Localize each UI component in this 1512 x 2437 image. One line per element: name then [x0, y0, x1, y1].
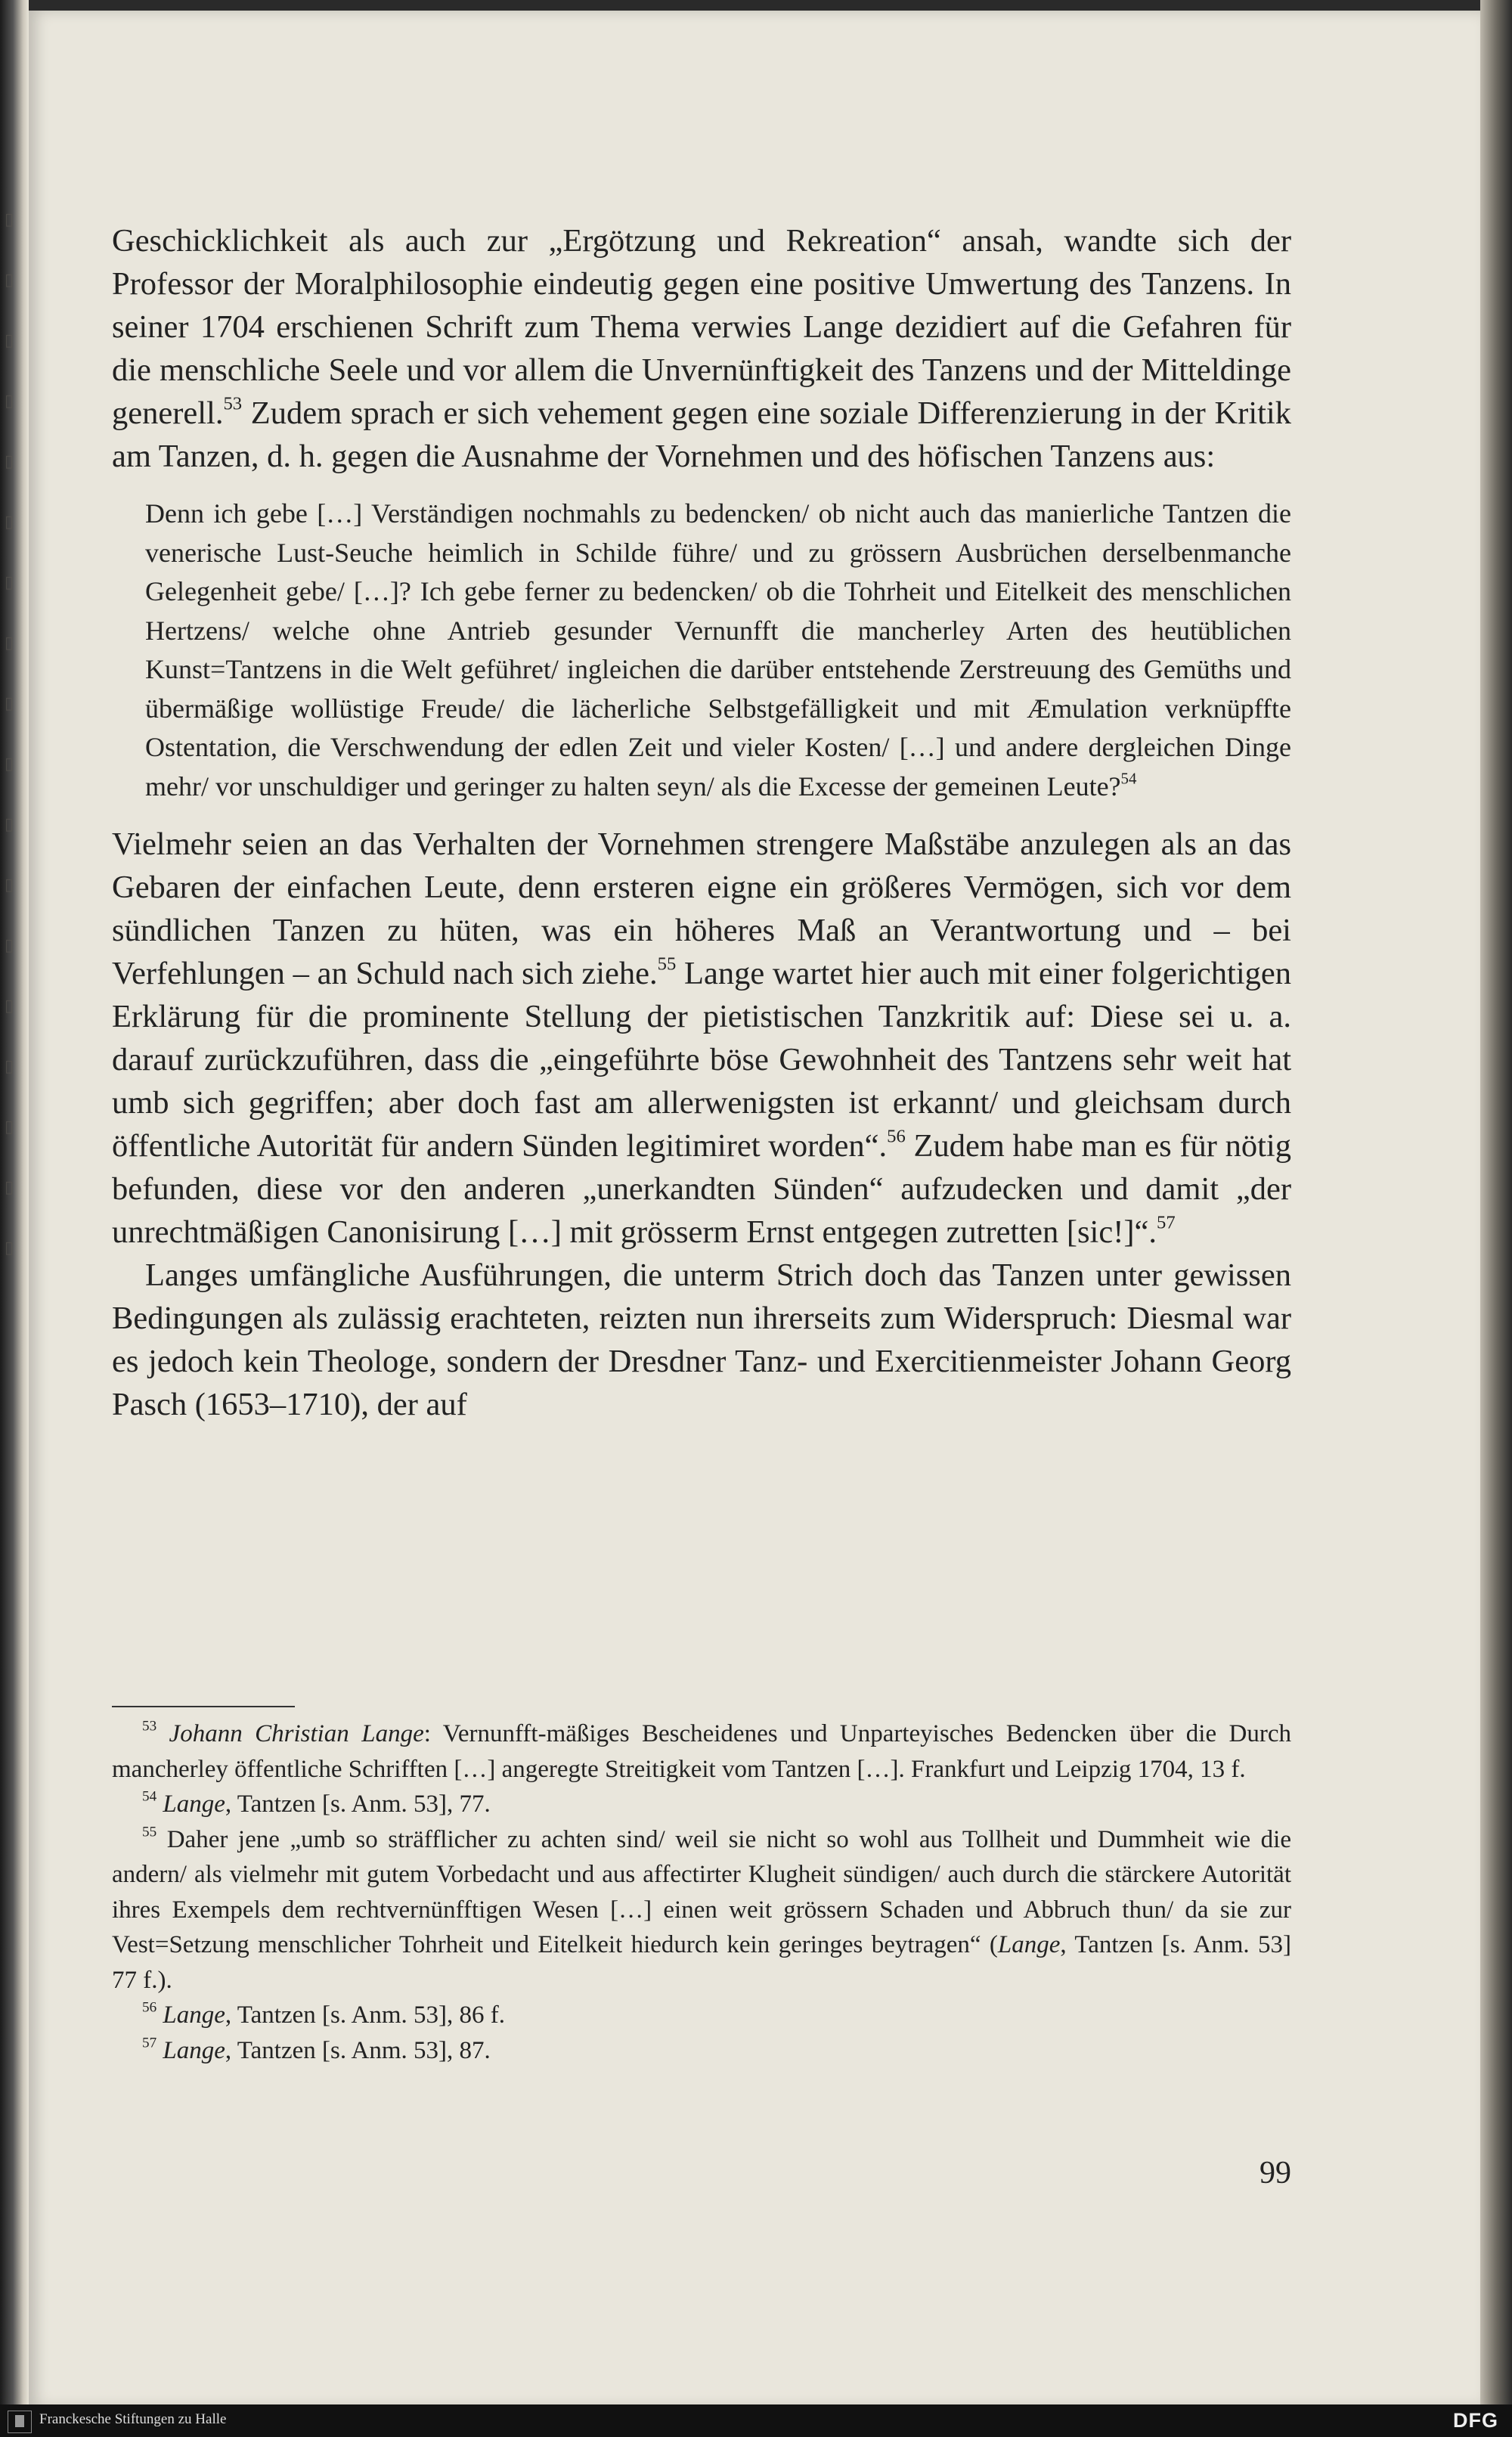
institution-name: Franckesche Stiftungen zu Halle [39, 2411, 227, 2427]
facing-page-bleed: ▯ ▯ ▯ ▯ ▯ ▯ ▯ ▯ ▯ ▯ ▯ ▯ ▯ ▯ ▯ ▯ ▯ ▯ [5, 209, 14, 1257]
digitization-footer-bar [0, 2404, 1512, 2437]
main-text [112, 219, 1291, 1426]
footnote-56: $^{56}$ Lange, Tantzen [s. Anm. 53], 86 f. [142, 1999, 505, 2029]
block-quote: Denn ich gebe […] Verständigen nochmahls zu bedencken/ ob nicht auch das manierliche Tantzen die venerische Lust-Seuche heimlich in Schilde führe/ und zu grössern Ausbrüchen derselbenmanche Gelegenheit gebe/ […]? Ich gebe ferner zu bedencken/ ob die Tohrheit und Eitelkeit des menschlichen Hertzens/ welche ohne Antrieb gesunder Vernunfft die mancherley Arten des heutüblichen Kunst=Tantzens in die Welt geführet/ ingleichen die darüber entstehende Zerstreuung des Gemüths und übermäßige wollüstige Freude/ die lächerliche Selbstgefälligkeit und mit Æmulation verknüpffte Ostentation, die Verschwendung der edlen Zeit und vieler Kosten/ […] und andere dergleichen Dinge mehr/ vor unschuldiger und geringer zu halten seyn/ als die Excesse der gemeinen Leute?$^{54}$ [145, 498, 1291, 801]
footnote-ref-56: 56 [887, 1126, 906, 1147]
dfg-logo: DFG [1453, 2409, 1498, 2432]
footnote-separator [112, 1706, 295, 1707]
paragraph-3: Langes umfängliche Ausführungen, die unterm Strich doch das Tanzen unter gewissen Bedingungen als zulässig erachteten, reizten nun ihrerseits zum Widerspruch: Diesmal war es jedoch kein Theologe, sondern der Dresdner Tanz- und Exercitienmeister Johann Georg Pasch (1653–1710), der auf [112, 1257, 1291, 1422]
page-number: 99 [1259, 2156, 1291, 2191]
footnote-ref-55: 55 [657, 953, 677, 975]
footnotes [112, 1716, 1291, 2068]
footnote-ref-53: 53 [223, 393, 243, 414]
footnote-ref-54: 54 [1120, 768, 1137, 787]
footnote-55: $^{55}$ Daher jene „umb so sträfflicher zu achten sind/ weil sie nicht so wohl aus Tollheit und Dummheit wie die andern/ als vielmehr mit gutem Vorbedacht und aus affectirter Klugheit sündigen/ auch durch die stärckere Autorität ihres Exempels dem rechtvernünfftigen Wesen […] einen weit grössern Schaden und Abbruch thun/ da sie zur Vest=Setzung menschlicher Tohrheit und Eitelkeit hiedurch kein geringes beytragen“ (Lange, Tantzen [s. Anm. 53] 77 f.). [112, 1824, 1292, 1994]
scan-right-edge [1480, 0, 1512, 2404]
paragraph-1: Geschicklichkeit als auch zur „Ergötzung und Rekreation“ ansah, wandte sich der Professor der Moralphilosophie eindeutig gegen eine positive Umwertung des Tanzens. In seiner 1704 erschienen Schrift zum Thema verwies Lange dezidiert auf die Gefahren für die menschliche Seele und vor allem die Unvernünftigkeit des Tanzens und der Mitteldinge generell.$^{53}$ Zudem sprach er sich vehement gegen eine soziale Differenzierung in der Kritik am Tanzen, d. h. gegen die Ausnahme der Vornehmen und des höfischen Tanzens aus: [112, 223, 1291, 474]
footnote-ref-57: 57 [1157, 1212, 1176, 1233]
institution-logo-icon [8, 2411, 32, 2433]
paragraph-2: Vielmehr seien an das Verhalten der Vornehmen strengere Maßstäbe anzulegen als an das Gebaren der einfachen Leute, denn ersteren eigne ein größeres Vermögen, sich vor dem sündlichen Tanzen zu hüten, was ein höheres Maß an Verantwortung und – bei Verfehlungen – an Schuld nach sich ziehe.$^{55}$ Lange wartet hier auch mit einer folgerichtigen Erklärung für die prominente Stellung der pietistischen Tanzkritik auf: Diese sei u. a. darauf zurückzuführen, dass die „eingeführte böse Gewohnheit des Tantzens sehr weit hat umb sich gegriffen; aber doch fast am allerwenigsten ist erkannt/ und gleichsam durch öffentliche Autorität für andern Sünden legitimiret worden“.$^{56}$ Zudem habe man es für nötig befunden, diese vor den anderen „unerkandten Sünden“ aufzudecken und damit „der unrechtmäßigen Canonisirung […] mit grösserm Ernst entgegen zutretten [sic!]“.$^{57}$ [112, 826, 1291, 1250]
footnote-57: $^{57}$ Lange, Tantzen [s. Anm. 53], 87. [142, 2035, 491, 2064]
footnote-54: $^{54}$ Lange, Tantzen [s. Anm. 53], 77. [142, 1788, 491, 1818]
footnote-53: $^{53}$ Johann Christian Lange: Vernunfft-mäßiges Bescheidenes und Unparteyisches Bedencken über die Durch mancherley öffentliche Schrifften […] angeregte Streitigkeit vom Tantzen […]. Frankfurt und Leipzig 1704, 13 f. [112, 1718, 1291, 1783]
